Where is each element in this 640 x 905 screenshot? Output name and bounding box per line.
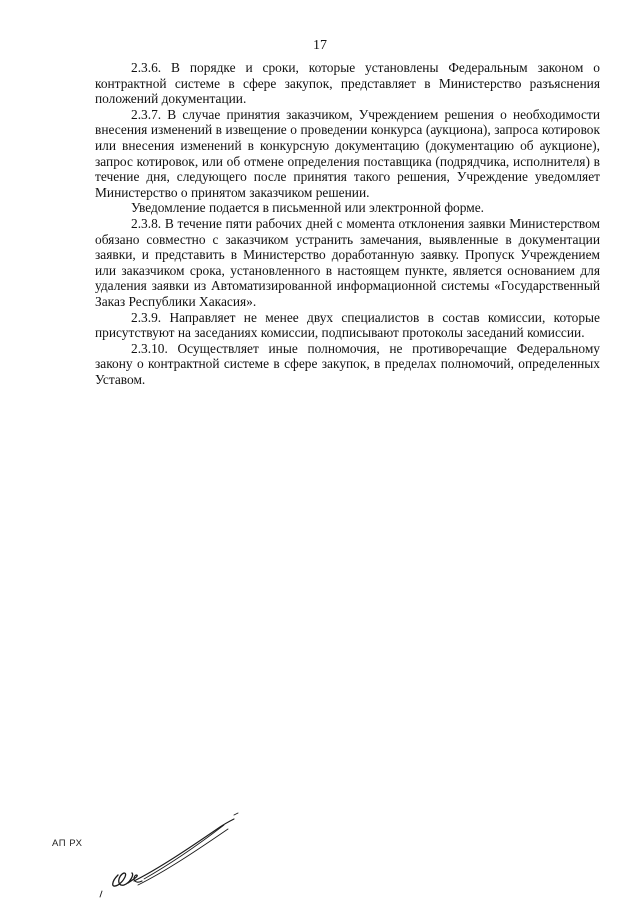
page-number: 17 [313, 38, 327, 53]
handwritten-signature-icon [88, 805, 258, 900]
document-body [95, 60, 600, 387]
paragraph-2-3-7: 2.3.7. В случае принятия заказчиком, Учреждением решения о необходимости внесения изменений в извещение о проведении конкурса (аукциона), запроса котировок или внесения изменений в конкурсную документацию (документацию об аукционе), запрос котировок, или об отмене определения поставщика (подрядчика, исполнителя) в течение дня, следующего после принятия такого решения, Учреждение уведомляет Министерство о принятом заказчиком решении. [95, 106, 600, 200]
paragraph-2-3-8: 2.3.8. В течение пяти рабочих дней с момента отклонения заявки Министерством обязано совместно с заказчиком устранить замечания, выявленные в документации заявки, и представить в Министерство доработанную заявку. Пропуск Учреждением или заказчиком срока, установленного в настоящем пункте, является основанием для удаления заявки из Автоматизированной информационной системы «Государственный Заказ Республики Хакасия». [95, 215, 600, 309]
footer-code: АП РХ [52, 838, 83, 849]
paragraph-2-3-6: 2.3.6. В порядке и сроки, которые установлены Федеральным законом о контрактной системе в сфере закупок, представляет в Министерство разъяснения положений документации. [95, 60, 600, 107]
paragraph-notification-form: Уведомление подается в письменной или электронной форме. [131, 200, 485, 216]
paragraph-2-3-9: 2.3.9. Направляет не менее двух специалистов в состав комиссии, которые присутствуют на заседаниях комиссии, подписывают протоколы заседаний комиссии. [95, 309, 600, 341]
paragraph-2-3-10: 2.3.10. Осуществляет иные полномочия, не противоречащие Федеральному закону о контрактной системе в сфере закупок, в пределах полномочий, определенных Уставом. [95, 340, 600, 387]
